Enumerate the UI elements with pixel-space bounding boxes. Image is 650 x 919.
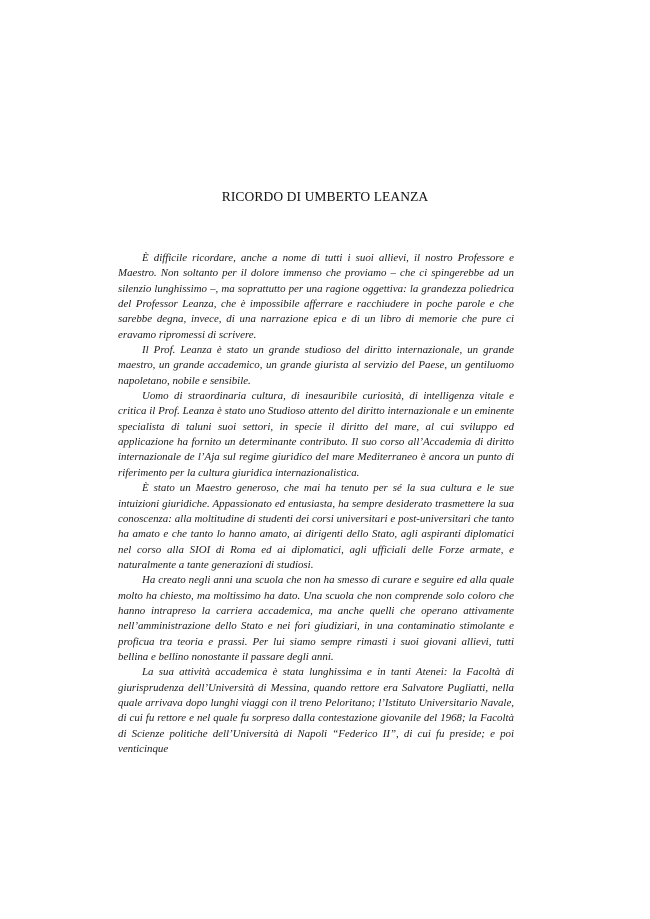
paragraph: È difficile ricordare, anche a nome di tutti i suoi allievi, il nostro Professore e Maestro. Non soltanto per il dolore immenso che proviamo – che ci spingerebbe ad un silenzio lunghissimo –, ma soprattutto per una ragione oggettiva: la grandezza poliedrica del Professor Leanza, che è impossibile afferrare e racchiudere in poche parole e che sarebbe degna, invece, di una narrazione epica e di un libro di memorie che pure ci eravamo ripromessi di scrivere.	[118, 252, 514, 341]
document-body	[118, 251, 514, 757]
paragraph: È stato un Maestro generoso, che mai ha tenuto per sé la sua cultura e le sue intuizioni giuridiche. Appassionato ed entusiasta, ha sempre desiderato trasmettere la sua conoscenza: alla moltitudine di studenti dei corsi universitari e post-universitari che tanto ha amato e che tanto lo hanno amato, ai dirigenti dello Stato, agli aspiranti diplomatici nel corso alla SIOI di Roma ed ai diplomatici, agli ufficiali delle Forze armate, e naturalmente a tante generazioni di studiosi.	[118, 482, 514, 571]
paragraph: Il Prof. Leanza è stato un grande studioso del diritto internazionale, un grande maestro, un grande accademico, un grande giurista al servizio del Paese, un gentiluomo napoletano, nobile e sensibile.	[118, 344, 514, 387]
document-title: RICORDO DI UMBERTO LEANZA	[221, 189, 429, 204]
paragraph: Uomo di straordinaria cultura, di inesauribile curiosità, di intelligenza vitale e critica il Prof. Leanza è stato uno Studioso attento del diritto internazionale e un eminente specialista di taluni suoi settori, in specie il diritto del mare, al cui sviluppo ed applicazione ha fornito un determinante contributo. Il suo corso all’Accademia di diritto internazionale de l’Aja sul regime giuridico del mare Mediterraneo è ancora un punto di riferimento per la cultura giuridica internazionalistica.	[118, 390, 514, 479]
paragraph: Ha creato negli anni una scuola che non ha smesso di curare e seguire ed alla quale molto ha chiesto, ma moltissimo ha dato. Una scuola che non comprende solo coloro che hanno intrapreso la carriera accademica, ma anche quelli che operano attivamente nell’amministrazione dello Stato e nei fori giudiziari, in una contaminatio stimolante e proficua tra teoria e prassi. Per lui siamo sempre rimasti i suoi giovani allievi, tutti bellina e bellino nonostante il passare degli anni.	[118, 574, 514, 663]
paragraph: La sua attività accademica è stata lunghissima e in tanti Atenei: la Facoltà di giurisprudenza dell’Università di Messina, quando rettore era Salvatore Pugliatti, nella quale arrivava dopo lunghi viaggi con il treno Peloritano; l’Istituto Universitario Navale, di cui fu rettore e nel quale fu sorpreso dalla contestazione giovanile del 1968; la Facoltà di Scienze politiche dell’Università di Napoli “Federico II”, di cui fu preside; e poi venticinque	[118, 666, 514, 755]
